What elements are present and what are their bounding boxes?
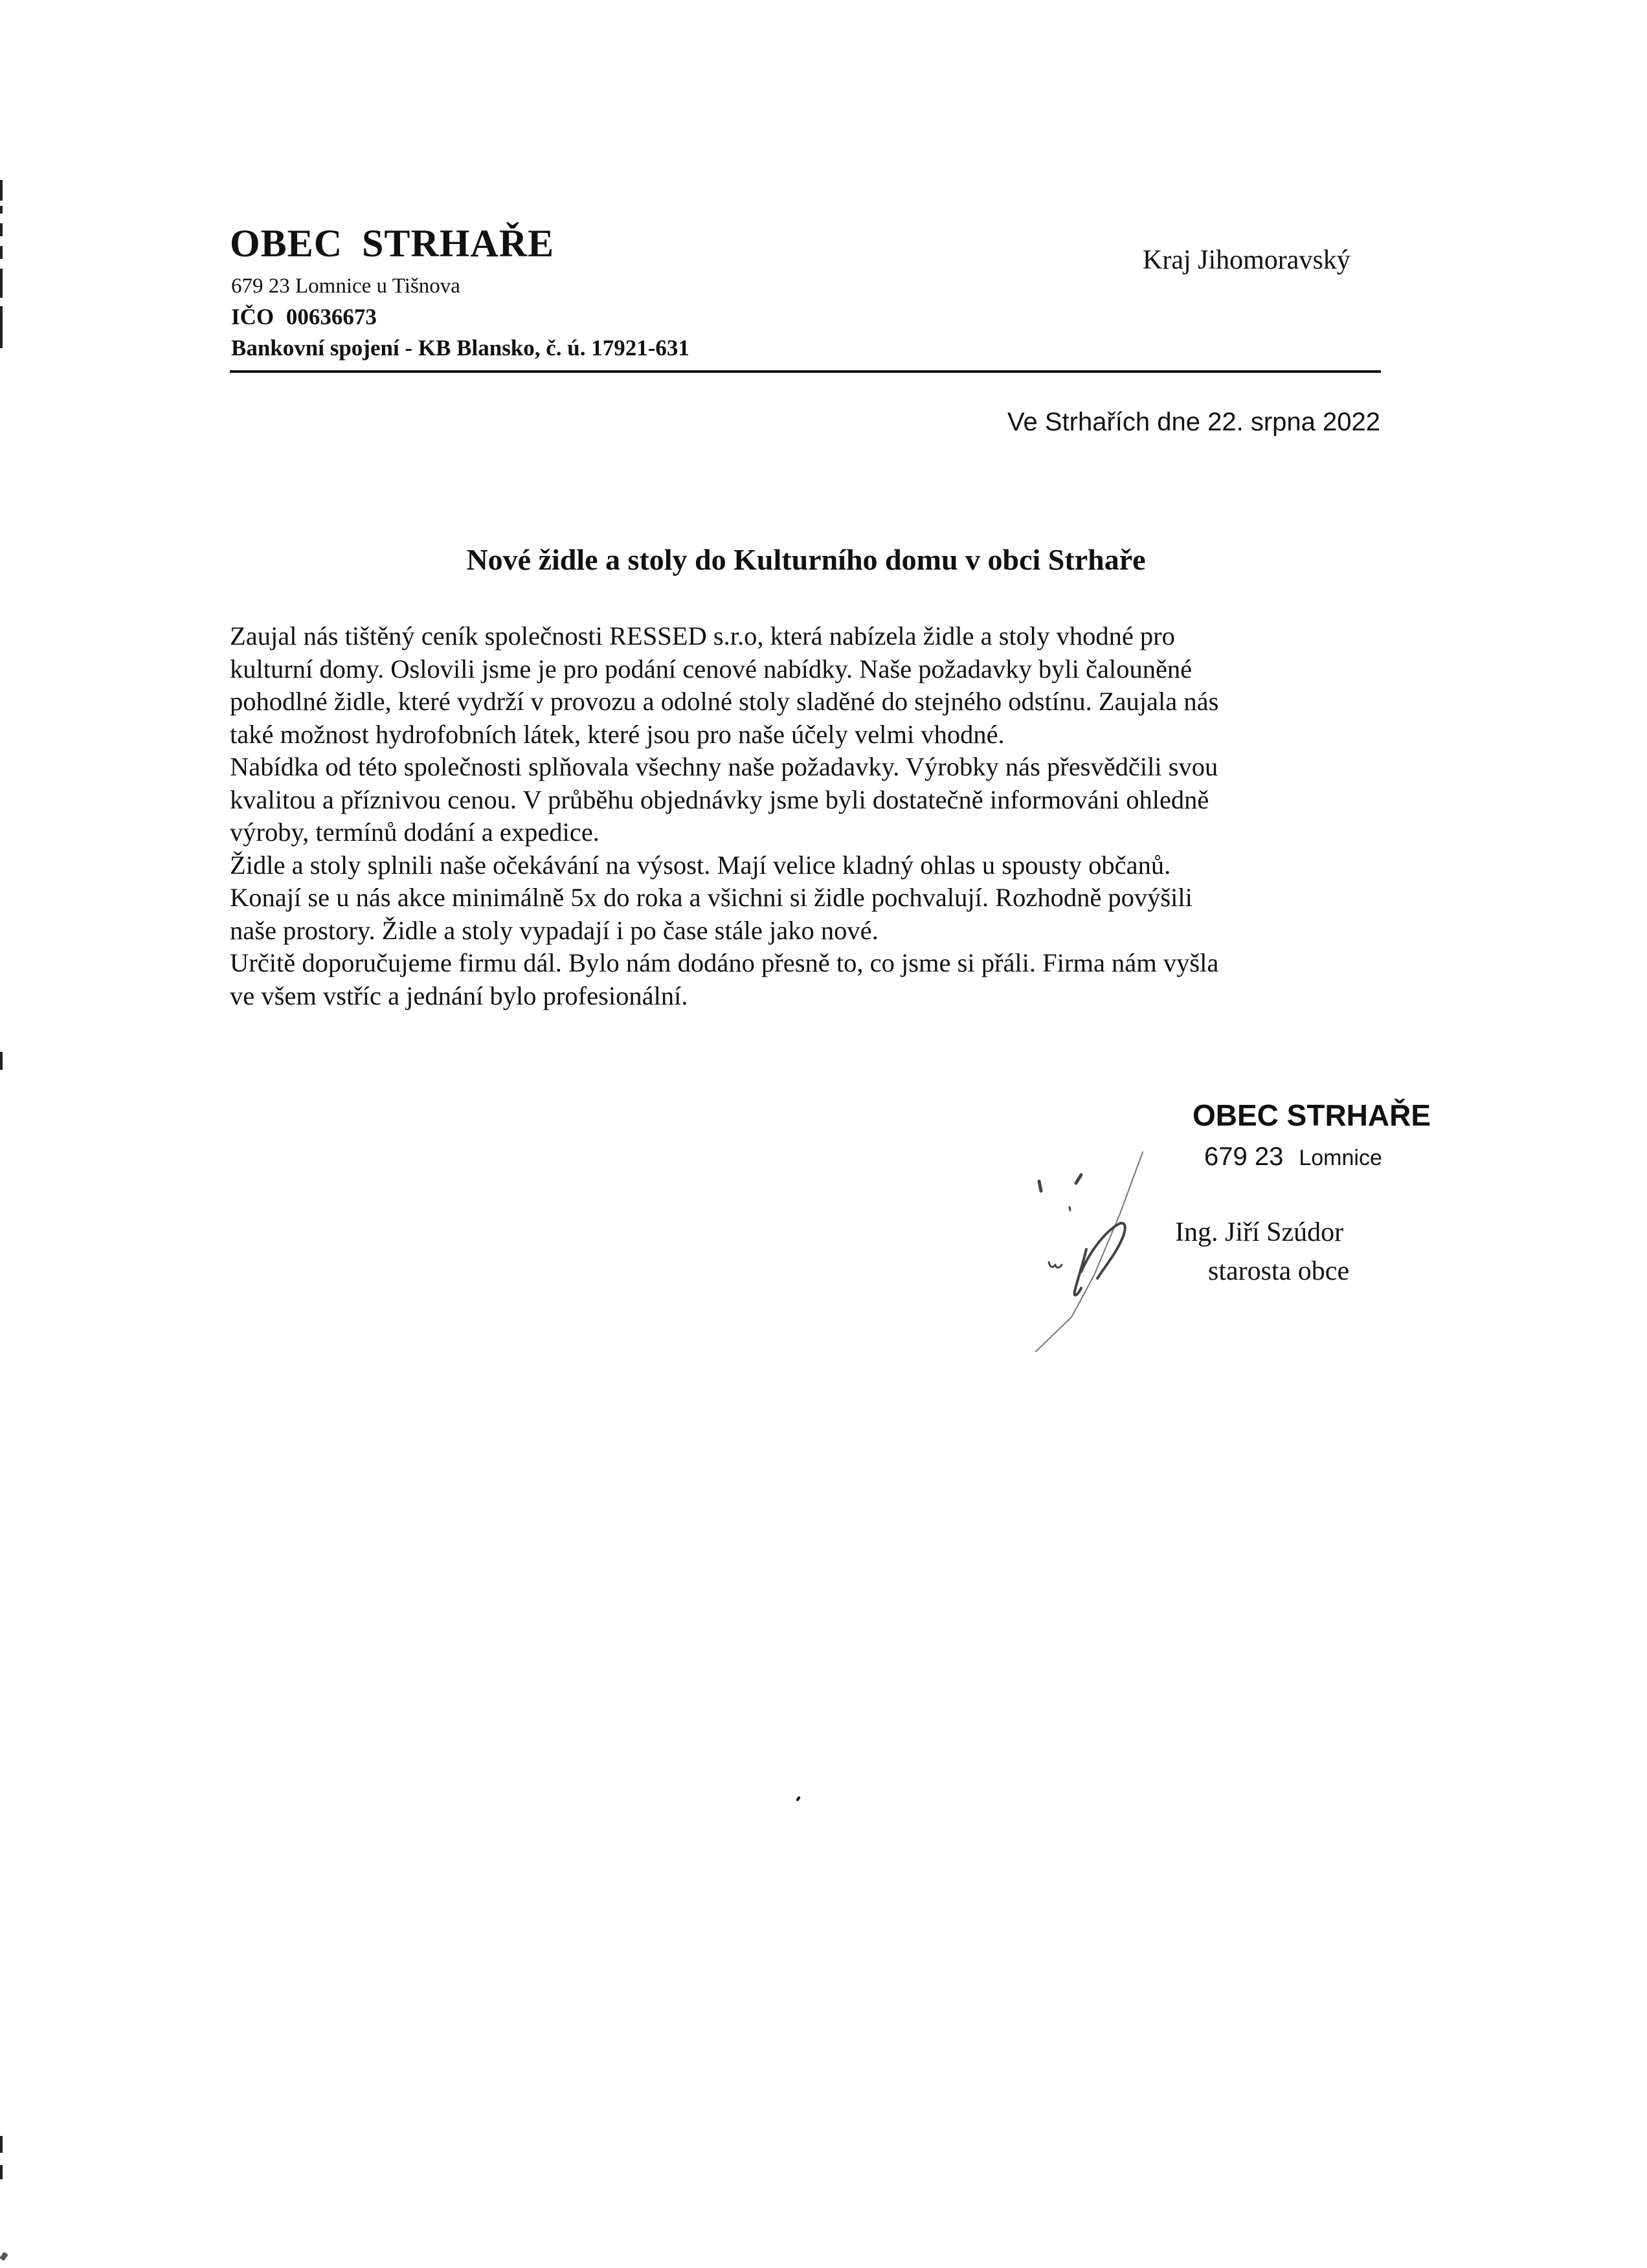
stamp-address [1204,1142,1382,1172]
scan-edge-mark [0,206,3,214]
body-line: kulturní domy. Oslovili jsme je pro podání cenové nabídky. Naše požadavky byli čalouněné [230,654,1193,684]
letter-body [230,620,1218,1012]
body-line: výroby, termínů dodání a expedice. [230,817,599,847]
letterhead-divider [230,370,1381,373]
letterhead-bank: Bankovní spojení - KB Blansko, č. ú. 17921-631 [231,335,689,361]
body-line: naše prostory. Židle a stoly vypadají i po čase stále jako nové. [230,915,879,945]
letterhead-address: 679 23 Lomnice u Tišnova [231,274,460,298]
body-line: Nabídka od této společnosti splňovala všechny naše požadavky. Výrobky nás přesvědčili svou [230,752,1218,781]
letterhead-ico: IČO 00636673 [231,304,377,329]
stamp-postcode: 679 23 [1204,1142,1284,1171]
body-line: kvalitou a příznivou cenou. V průběhu objednávky jsme byli dostatečně informováni ohledně [230,784,1209,814]
scan-edge-mark [0,306,3,348]
scan-edge-mark [0,1052,3,1070]
body-line: ve všem vstříc a jednání bylo profesionální. [230,981,688,1010]
scan-edge-mark [0,246,3,259]
letter-title: Nové židle a stoly do Kulturního domu v obci Strhaře [466,543,1146,576]
signer-name: Ing. Jiří Szúdor [1175,1217,1344,1247]
date-line: Ve Strhařích dne 22. srpna 2022 [1007,408,1380,436]
scan-edge-mark [0,2136,3,2153]
body-line: Konají se u nás akce minimálně 5x do roka a všichni si židle pochvalují. Rozhodně povýšili [230,883,1193,912]
signer-role: starosta obce [1208,1256,1350,1286]
body-line: Zaujal nás tištěný ceník společnosti RESSED s.r.o, která nabízela židle a stoly vhodné pro [230,621,1175,650]
body-line: pohodlné židle, které vydrží v provozu a odolné stoly sladěné do stejného odstínu. Zaujala nás [230,687,1219,716]
scan-speck [796,1796,801,1802]
stamp-city: Lomnice [1299,1146,1382,1170]
scan-speck [0,2252,8,2261]
scan-edge-mark [0,180,3,201]
body-line: Židle a stoly splnili naše očekávání na výsost. Mají velice kladný ohlas u spousty občanů. [230,850,1171,880]
letterhead-region: Kraj Jihomoravský [1143,245,1350,275]
letterhead-organization: OBEC STRHAŘE [230,222,555,265]
scan-edge-mark [0,269,3,298]
body-line: Určitě doporučujeme firmu dál. Bylo nám dodáno přesně to, co jsme si přáli. Firma nám vyšla [230,948,1219,977]
body-line: také možnost hydrofobních látek, které jsou pro naše účely velmi vhodné. [230,719,1005,749]
stamp-organization: OBEC STRHAŘE [1193,1098,1431,1132]
scan-edge-mark [0,223,3,236]
handwritten-signature [1010,1146,1191,1353]
scan-edge-mark [0,2165,3,2179]
